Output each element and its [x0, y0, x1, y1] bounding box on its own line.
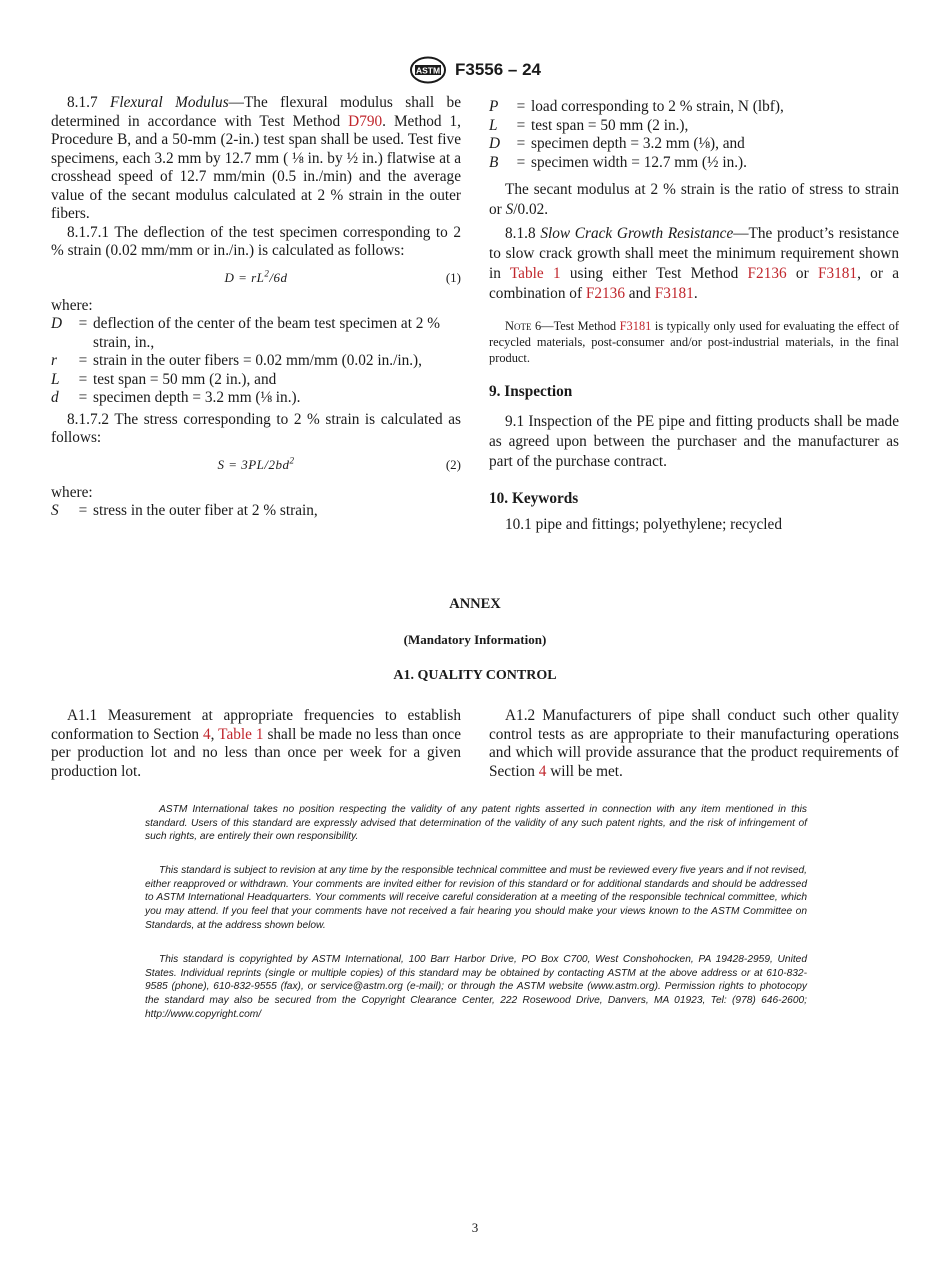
link-f3181[interactable]: F3181 [654, 285, 694, 302]
definition-symbol: L [51, 370, 60, 388]
definition-text: specimen depth = 3.2 mm (⅛ in.). [93, 389, 301, 406]
definition-item [489, 98, 899, 117]
definition-equals: = [78, 389, 88, 406]
definition-list [51, 315, 461, 408]
para-secant: The secant modulus at 2 % strain is the ratio of stress to strain or S/0.02. [489, 181, 899, 218]
definition-item [51, 389, 461, 408]
para-a1-1: A1.1 Measurement at appropriate frequencies to establish conformation to Section 4, Table 1 shall be made no less than once per production lot and no less than once per week for a given production lot. [51, 707, 461, 780]
definition-text: stress in the outer fiber at 2 % strain, [93, 502, 318, 519]
definition-symbol: D [489, 135, 501, 152]
link-section-4[interactable]: 4 [538, 762, 547, 780]
equation-number: (2) [445, 456, 461, 472]
definition-item [489, 135, 899, 154]
link-table-1[interactable]: Table 1 [218, 725, 264, 743]
definition-item [489, 117, 899, 136]
link-f3181[interactable]: F3181 [817, 265, 858, 282]
para-10-1: 10.1 pipe and fittings; polyethylene; recycled [505, 516, 782, 533]
equation-2: $S = 3PL/2bd^2$ (2) [51, 453, 461, 477]
left-column [51, 94, 461, 521]
definition-item [51, 502, 461, 521]
definition-equals: = [78, 370, 88, 388]
link-f2136[interactable]: F2136 [747, 265, 787, 282]
astm-logo-icon [409, 56, 447, 84]
footer-copyright-notice: This standard is copyrighted by ASTM International, 100 Barr Harbor Drive, PO Box C700, West Conshohocken, PA 19428-2959, United States. Individual reprints (single or multiple copies) of this standard may be obtained by contacting ASTM at the above address or at 610-832-9585 (phone), 610-832-9555 (fax), or service@astm.org (e-mail); or through the ASTM website (www.astm.org). Permission rights to photocopy the standard may also be secured from the Copyright Clearance Center, 222 Rosewood Drive, Danvers, MA 01923, Tel: (978) 646-2600; http://www.copyright.com/ [145, 954, 807, 1020]
link-d790[interactable]: D790 [348, 112, 383, 130]
definition-list [489, 98, 899, 172]
section-10-heading: 10. Keywords [489, 489, 579, 507]
annex-right-column [489, 707, 899, 781]
footer-revision-notice: This standard is subject to revision at any time by the responsible technical committee and must be reviewed every five years and if not revised, either reapproved or withdrawn. Your comments are invited either for revision of this standard or for additional standards and should be addressed to ASTM International Headquarters. Your comments will receive careful consideration at a meeting of the responsible technical committee, which you may attend. If you feel that your comments have not received a fair hearing you should make your views known to the ASTM Committee on Standards, at the address shown below. [145, 865, 807, 931]
definition-symbol: d [51, 389, 59, 406]
definition-symbol: r [51, 352, 57, 369]
note-6: Note 6—Test Method F3181 is typically only used for evaluating the effect of recycled materials, post-consumer and/or post-industrial materials, in the final product. [489, 319, 899, 365]
para-9-1: 9.1 Inspection of the PE pipe and fitting products shall be made as agreed upon between the purchaser and the manufacturer as part of the purchase contract. [489, 412, 899, 470]
equation-1: $D = rL^2/6d$ (1) [51, 266, 461, 290]
where-label: where: [51, 483, 93, 501]
where-label: where: [51, 296, 93, 314]
para-a1-2: A1.2 Manufacturers of pipe shall conduct such other quality control tests as are appropriate to their manufacturing operations and which will provide assurance that the product requirements of Section 4 will be met. [489, 707, 899, 780]
link-table-1[interactable]: Table 1 [509, 265, 561, 282]
link-section-4[interactable]: 4 [203, 725, 211, 743]
definition-item [489, 154, 899, 173]
definition-text: deflection of the center of the beam test specimen at 2 % strain, in., [93, 315, 441, 351]
definition-symbol: S [51, 502, 59, 519]
annex-a1-heading: A1. QUALITY CONTROL [393, 668, 557, 683]
para-8-1-7-2: 8.1.7.2 The stress corresponding to 2 % strain is calculated as follows: [51, 410, 461, 446]
definition-symbol: L [489, 116, 498, 134]
definition-equals: = [516, 135, 526, 152]
annex-title: ANNEX [449, 596, 501, 612]
definition-item [51, 315, 461, 352]
annex-left-column [51, 707, 461, 781]
svg-text:ASTM: ASTM [415, 65, 441, 76]
definition-text: strain in the outer fibers = 0.02 mm/mm (0.02 in./in.), [93, 352, 422, 369]
definition-text: specimen depth = 3.2 mm (⅛), and [531, 135, 745, 152]
definition-equals: = [516, 153, 526, 171]
equation-number: (1) [445, 269, 461, 285]
link-f3181[interactable]: F3181 [619, 319, 652, 333]
right-column [489, 98, 899, 535]
section-9-heading: 9. Inspection [489, 383, 573, 400]
definition-list [51, 502, 461, 521]
definition-symbol: D [51, 315, 63, 332]
para-8-1-7: 8.1.7 Flexural Modulus—The flexural modulus shall be determined in accordance with Test Method D790. Method 1, Procedure B, and a 50-mm (2-in.) test span shall be used. Test five specimens, each 3.2 mm by 12.7 mm ( ⅛ in. by ½ in.) flatwise at a crosshead speed of 12.7 mm/min (0.5 in./min) and the average value of the secant modulus calculated at 2 % strain in the outer fibers. [51, 94, 461, 222]
definition-equals: = [516, 116, 526, 134]
link-f2136[interactable]: F2136 [585, 285, 625, 302]
definition-text: test span = 50 mm (2 in.), and [93, 370, 277, 388]
standard-designation: F3556 – 24 [454, 60, 541, 79]
footer-patent-notice: ASTM International takes no position respecting the validity of any patent rights asserted in connection with any item mentioned in this standard. Users of this standard are expressly advised that determination of the validity of any such patent rights, and the risk of infringement of such rights, are entirely their own responsibility. [145, 804, 807, 843]
definition-symbol: P [489, 98, 499, 115]
para-8-1-8: 8.1.8 Slow Crack Growth Resistance—The product’s resistance to slow crack growth shall meet the minimum requirement shown in Table 1 using either Test Method F2136 or F3181, or a combination of F2136 and F3181. [489, 225, 899, 302]
definition-equals: = [78, 502, 88, 519]
definition-equals: = [516, 98, 526, 115]
para-8-1-7-1: 8.1.7.1 The deflection of the test specimen corresponding to 2 % strain (0.02 mm/mm or in./in.) is calculated as follows: [51, 223, 461, 259]
definition-equals: = [78, 352, 88, 369]
page-header [0, 56, 950, 84]
annex-subtitle: (Mandatory Information) [403, 632, 547, 647]
definition-text: test span = 50 mm (2 in.), [531, 116, 689, 134]
definition-item [51, 371, 461, 390]
definition-equals: = [78, 315, 88, 332]
definition-text: specimen width = 12.7 mm (½ in.). [531, 153, 747, 171]
definition-text: load corresponding to 2 % strain, N (lbf), [531, 98, 784, 115]
page-number: 3 [471, 1220, 479, 1235]
definition-item [51, 352, 461, 371]
definition-symbol: B [489, 153, 499, 171]
